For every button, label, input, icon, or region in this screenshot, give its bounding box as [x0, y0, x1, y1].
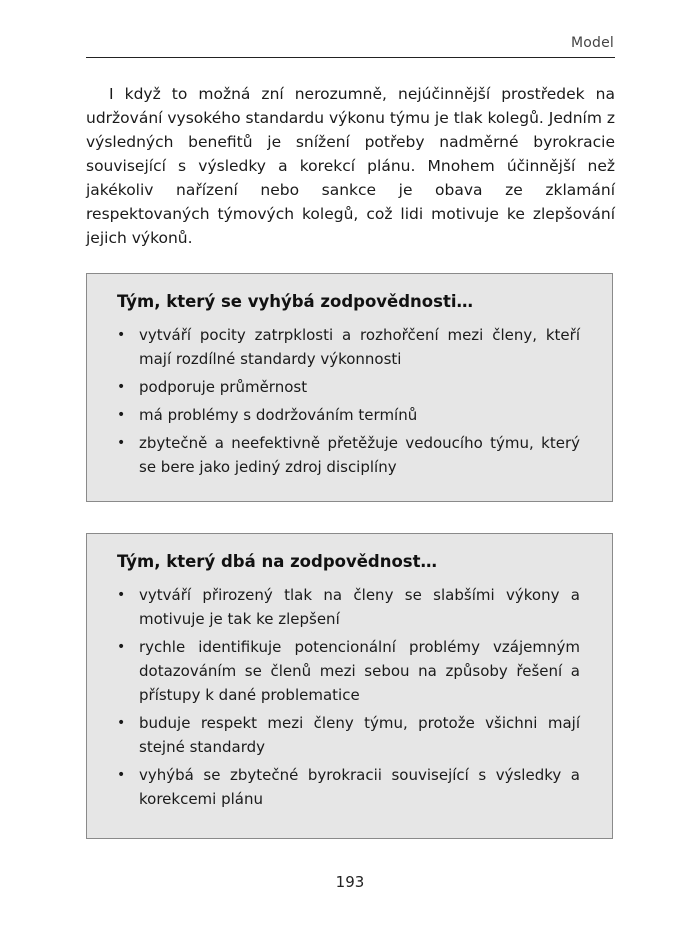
- list-item: [117, 635, 580, 707]
- list-item-text: vyhýbá se zbytečné byrokracii související s výsledky a korekcemi plánu: [139, 766, 580, 808]
- bullet-icon: •: [117, 379, 126, 395]
- list-item-text: rychle identifikuje potencionální problémy vzájemným dotazováním se členů mezi sebou na způsoby řešení a přístupy k dané problematice: [139, 638, 580, 704]
- page-number: 193: [335, 873, 365, 891]
- list-item-text: buduje respekt mezi členy týmu, protože všichni mají stejné standardy: [139, 714, 580, 756]
- bullet-icon: •: [117, 715, 126, 731]
- list-item: [117, 431, 580, 479]
- list-item: [117, 403, 580, 427]
- bullet-icon: •: [117, 639, 126, 655]
- list-item: [117, 323, 580, 371]
- running-header: Model: [570, 35, 614, 51]
- list-item: [117, 763, 580, 811]
- bullet-icon: •: [117, 407, 126, 423]
- header-divider: [86, 57, 615, 58]
- list-item-text: vytváří pocity zatrpklosti a rozhořčení mezi členy, kteří mají rozdílné standardy výkonnosti: [139, 326, 580, 368]
- box-title: Tým, který dbá na zodpovědnost…: [117, 552, 438, 571]
- avoids-accountability-box: [86, 273, 613, 502]
- bullet-list: [117, 583, 580, 811]
- list-item-text: vytváří přirozený tlak na členy se slabšími výkony a motivuje je tak ke zlepšení: [139, 586, 580, 628]
- list-item-text: podporuje průměrnost: [139, 378, 308, 396]
- list-item: [117, 711, 580, 759]
- bullet-icon: •: [117, 767, 126, 783]
- list-item: [117, 583, 580, 631]
- box-title: Tým, který se vyhýbá zodpovědnosti…: [117, 292, 474, 311]
- bullet-list: [117, 323, 580, 479]
- bullet-icon: •: [117, 327, 126, 343]
- list-item-text: má problémy s dodržováním termínů: [139, 406, 418, 424]
- bullet-icon: •: [117, 587, 126, 603]
- bullet-icon: •: [117, 435, 126, 451]
- list-item: [117, 375, 580, 399]
- embraces-accountability-box: [86, 533, 613, 839]
- list-item-text: zbytečně a neefektivně přetěžuje vedoucího týmu, který se bere jako jediný zdroj disciplíny: [139, 434, 580, 476]
- intro-paragraph: I když to možná zní nerozumně, nejúčinnější prostředek na udržování vysokého standardu výkonu týmu je tlak kolegů. Jedním z výsledných benefitů je snížení potřeby nadměrné byrokracie související s výsledky a korekcí plánu. Mnohem účinnější než jakékoliv nařízení nebo sankce je obava ze zklamání respektovaných týmových kolegů, což lidi motivuje ke zlepšování jejich výkonů.: [86, 85, 615, 247]
